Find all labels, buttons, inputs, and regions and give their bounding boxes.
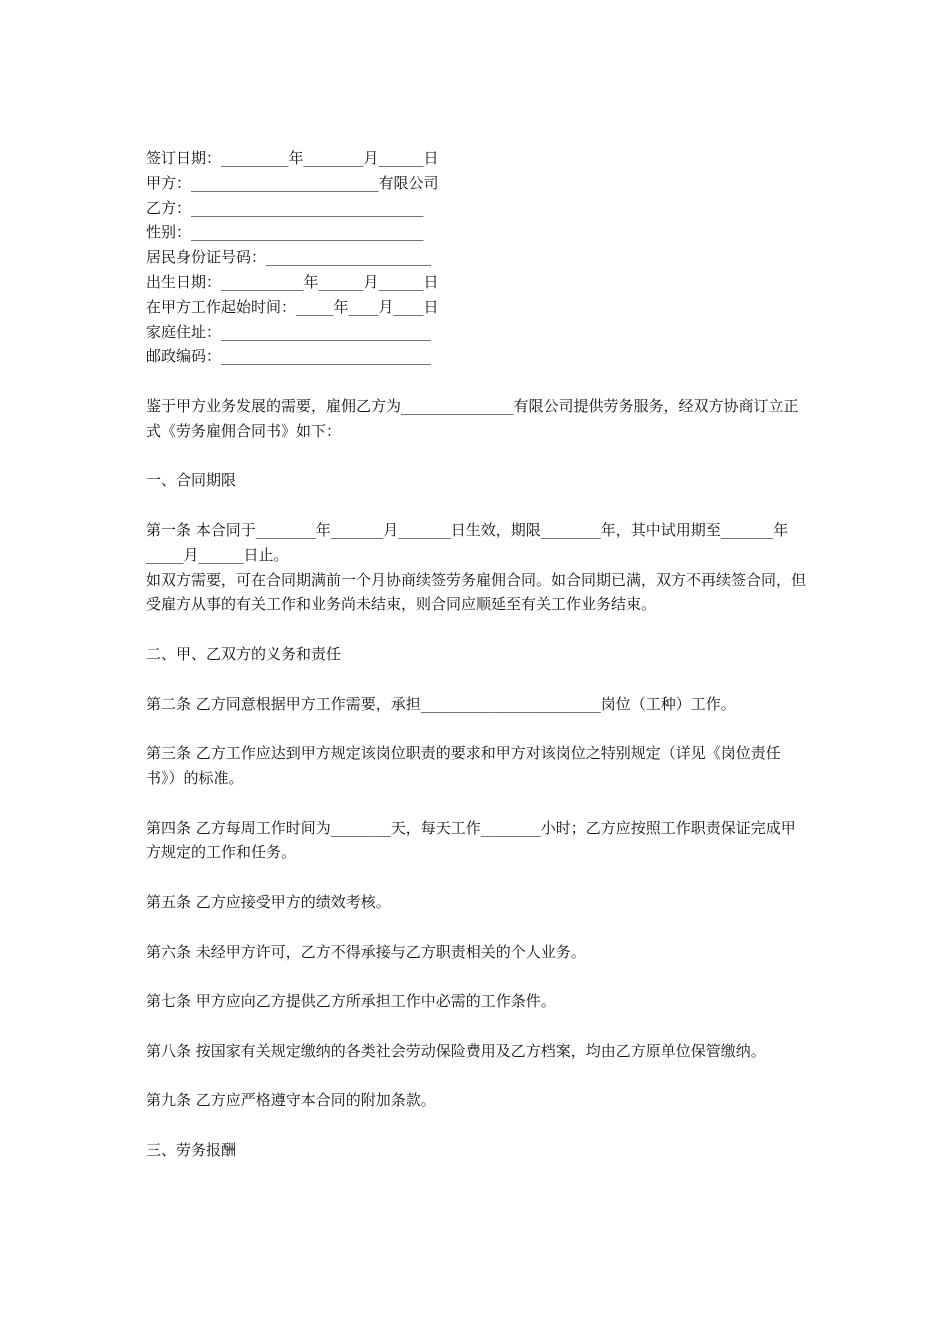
section-heading-remuneration: 三、劳务报酬 (146, 1140, 237, 1159)
section-heading-duties: 二、甲、乙双方的义务和责任 (146, 644, 342, 663)
start-date-field: 在甲方工作起始时间：_____年____月____日 (146, 297, 439, 316)
birth-date-field: 出生日期：___________年______月______日 (146, 272, 439, 291)
id-number-field: 居民身份证号码：______________________ (146, 248, 432, 267)
article-2: 第二条 乙方同意根据甲方工作需要，承担________________________岗位（工种）工作。 (146, 694, 736, 713)
party-a-field: 甲方：_________________________有限公司 (146, 173, 439, 192)
article-1: 第一条 本合同于________年_______月_______日生效，期限________年，其中试用期至_______年_____月______日止。 (146, 520, 789, 564)
contract-page (146, 146, 810, 1163)
section-heading-term: 一、合同期限 (146, 471, 237, 490)
article-6: 第六条 未经甲方许可，乙方不得承接与乙方职责相关的个人业务。 (146, 942, 586, 961)
article-7: 第七条 甲方应向乙方提供乙方所承担工作中必需的工作条件。 (146, 992, 556, 1011)
article-9: 第九条 乙方应严格遵守本合同的附加条款。 (146, 1091, 436, 1110)
article-3: 第三条 乙方工作应达到甲方规定该岗位职责的要求和甲方对该岗位之特别规定（详见《岗位责任书》）的标准。 (146, 744, 781, 787)
article-8: 第八条 按国家有关规定缴纳的各类社会劳动保险费用及乙方档案，均由乙方原单位保管缴纳。 (146, 1041, 766, 1060)
intro-paragraph: 鉴于甲方业务发展的需要，雇佣乙方为_______________有限公司提供劳务服务，经双方协商订立正式《劳务雇佣合同书》如下： (146, 396, 799, 440)
article-4: 第四条 乙方每周工作时间为________天，每天工作________小时；乙方应按照工作职责保证完成甲方规定的工作和任务。 (146, 818, 796, 862)
sign-date-field: 签订日期：_________年________月______日 (146, 149, 439, 167)
party-b-field: 乙方：_______________________________ (146, 198, 424, 217)
article-1-renewal: 如双方需要，可在合同期满前一个月协商续签劳务雇佣合同。如合同期已满，双方不再续签合同，但受雇方从事的有关工作和业务尚未结束，则合同应顺延至有关工作业务结束。 (146, 570, 807, 614)
address-field: 家庭住址：____________________________ (146, 322, 432, 341)
article-5: 第五条 乙方应接受甲方的绩效考核。 (146, 892, 391, 911)
postcode-field: 邮政编码：____________________________ (146, 347, 432, 366)
gender-field: 性别：_______________________________ (146, 223, 424, 242)
